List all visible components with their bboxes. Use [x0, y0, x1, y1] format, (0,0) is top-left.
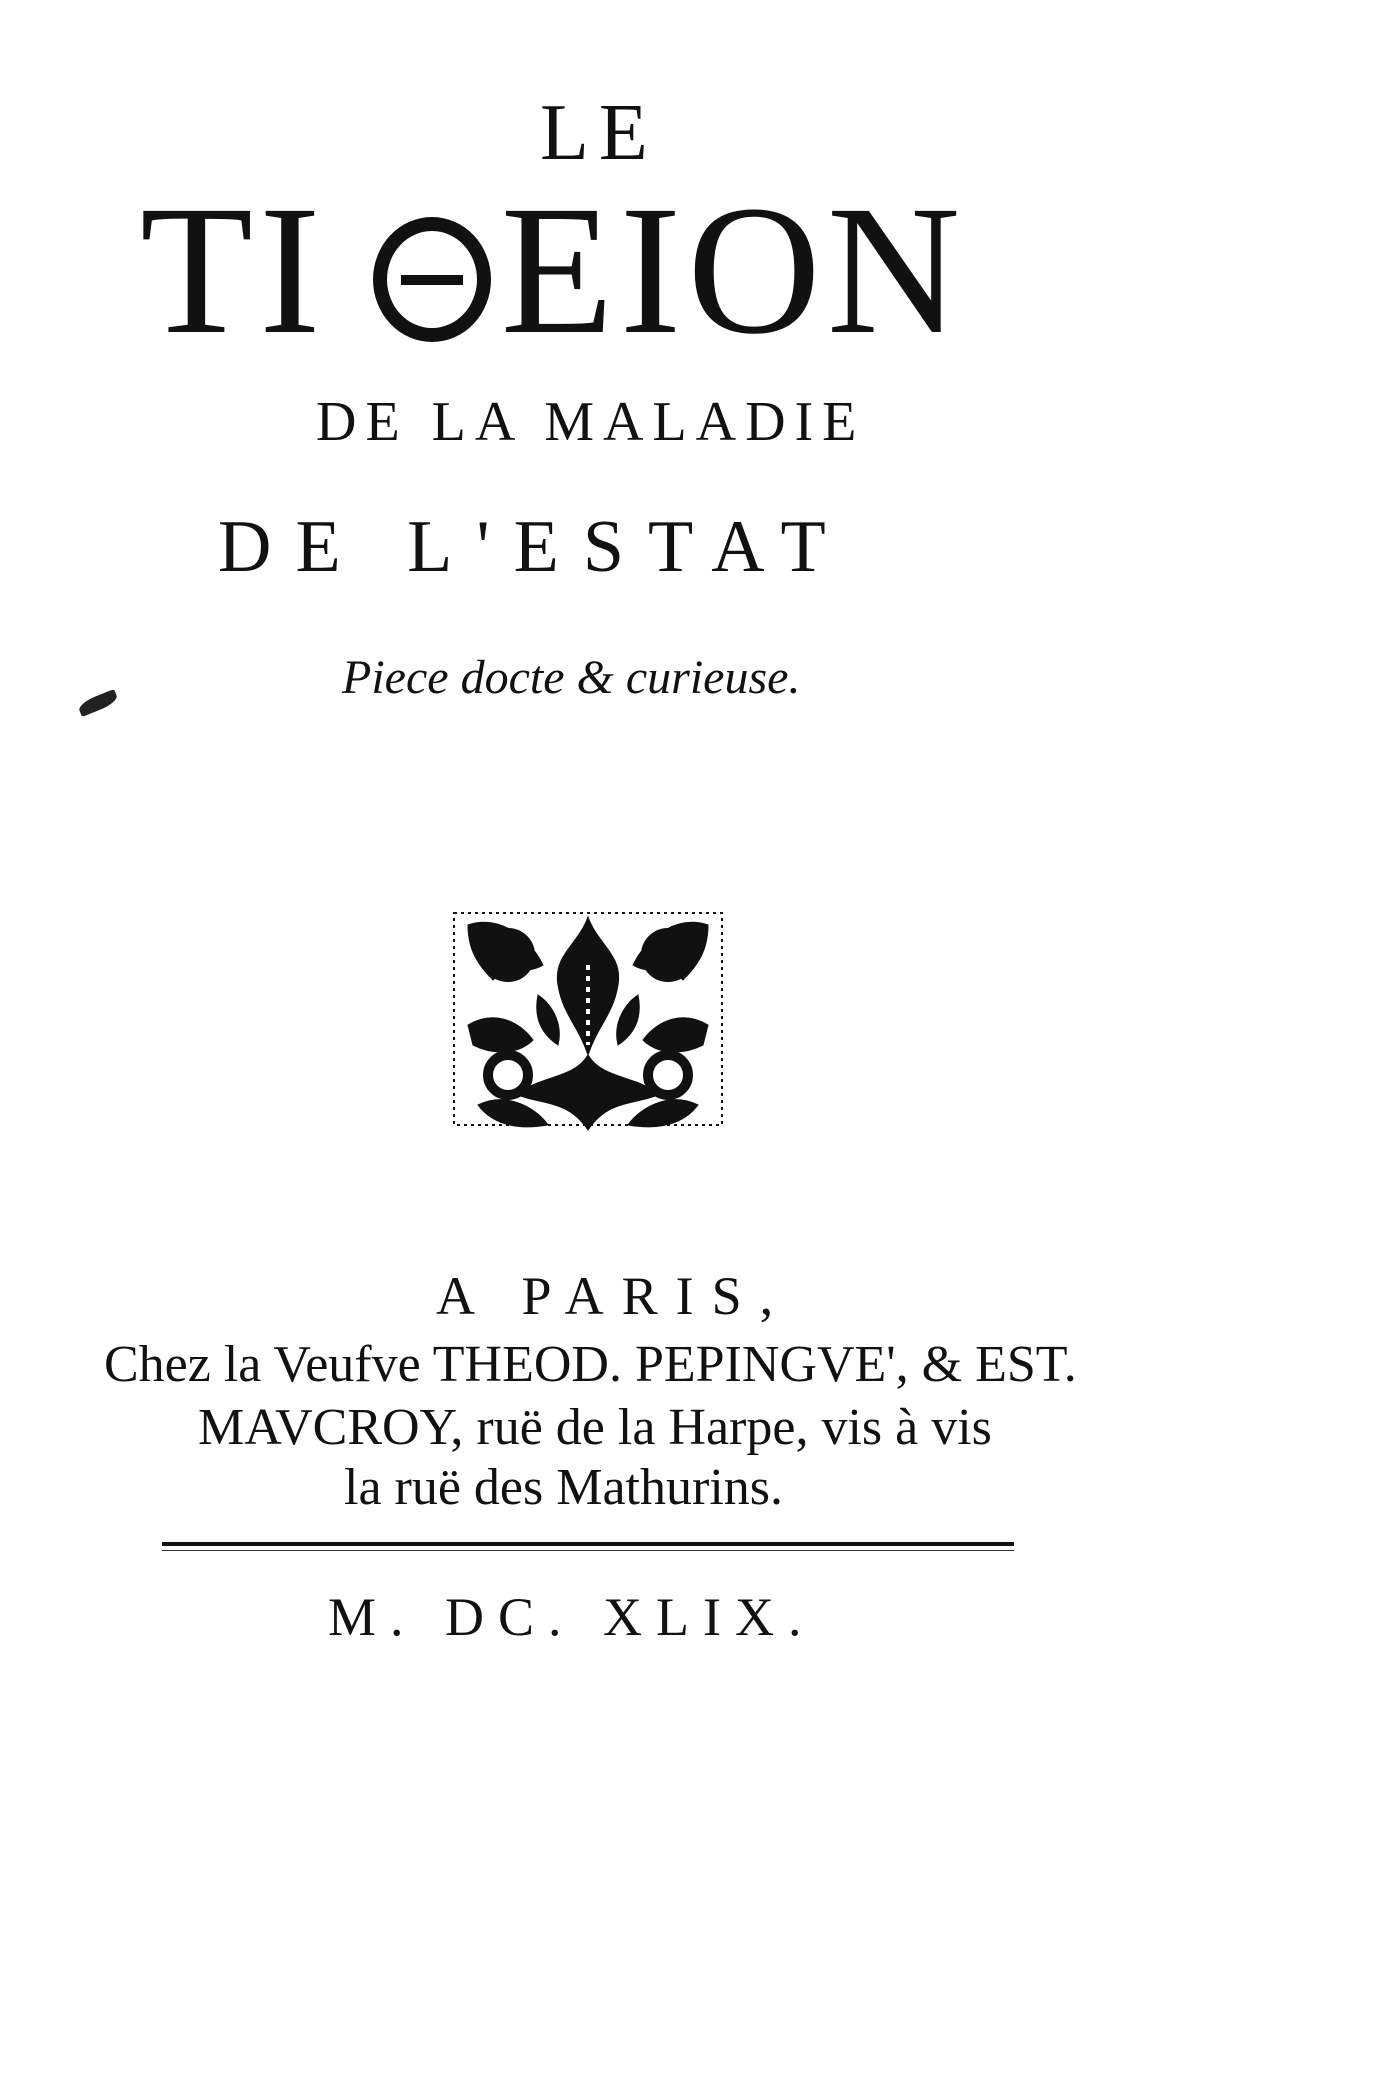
imprint-publisher-line1: Chez la Veufve THEOD. PEPINGVE', & EST. [104, 1336, 1077, 1393]
horizontal-rule [162, 1542, 1014, 1546]
main-title-part2: EION [500, 168, 967, 373]
subtitle-line-maladie: DE LA MALADIE [316, 391, 866, 453]
main-title [140, 168, 967, 373]
title-article: LE [540, 89, 658, 177]
theta-glyph-icon [373, 217, 491, 342]
subtitle-line-estat: DE L'ESTAT [218, 506, 850, 588]
main-title-part1: TI [140, 168, 327, 373]
publication-date: M. DC. XLIX. [328, 1587, 816, 1647]
imprint-publisher-line2: MAVCROY, ruë de la Harpe, vis à vis [198, 1399, 992, 1456]
ink-smudge [77, 689, 119, 717]
imprint-publisher-line3: la ruë des Mathurins. [344, 1459, 784, 1516]
imprint-city: A PARIS, [436, 1266, 792, 1326]
horizontal-rule-thin [162, 1550, 1014, 1551]
floral-printers-ornament-icon [448, 905, 728, 1143]
subtitle-description: Piece docte & curieuse. [342, 651, 801, 704]
